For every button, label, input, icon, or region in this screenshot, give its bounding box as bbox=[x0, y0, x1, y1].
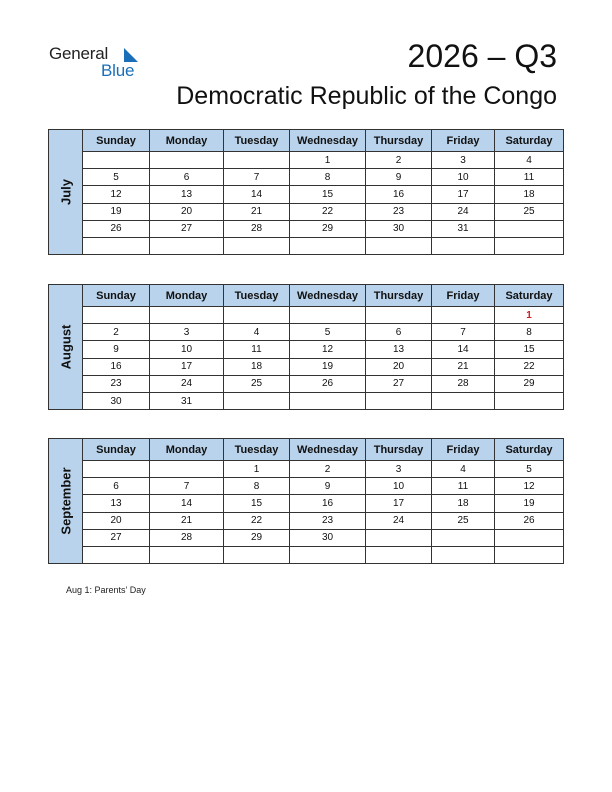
day-cell: 14 bbox=[224, 186, 290, 203]
day-cell: 8 bbox=[224, 478, 290, 495]
day-cell: 25 bbox=[224, 375, 290, 392]
empty-day-cell bbox=[432, 546, 495, 563]
day-cell: 21 bbox=[150, 512, 224, 529]
day-cell: 18 bbox=[224, 358, 290, 375]
day-cell: 16 bbox=[83, 358, 150, 375]
empty-day-cell bbox=[366, 546, 432, 563]
day-cell: 25 bbox=[432, 512, 495, 529]
week-row bbox=[83, 529, 564, 546]
day-cell: 1 bbox=[495, 307, 564, 324]
weekday-header: Sunday bbox=[83, 439, 150, 461]
day-cell: 7 bbox=[150, 478, 224, 495]
empty-day-cell bbox=[495, 220, 564, 237]
month-name: August bbox=[58, 324, 73, 370]
day-cell: 28 bbox=[150, 529, 224, 546]
empty-day-cell bbox=[432, 307, 495, 324]
day-cell: 6 bbox=[366, 324, 432, 341]
month-name: July bbox=[58, 179, 73, 206]
month-calendar-2 bbox=[48, 438, 564, 564]
weekday-header: Thursday bbox=[366, 130, 432, 152]
empty-day-cell bbox=[495, 392, 564, 409]
day-cell: 2 bbox=[83, 324, 150, 341]
day-cell: 10 bbox=[366, 478, 432, 495]
weekday-header: Saturday bbox=[495, 439, 564, 461]
day-cell: 24 bbox=[150, 375, 224, 392]
calendar-table bbox=[82, 284, 564, 410]
day-cell: 3 bbox=[432, 152, 495, 169]
empty-day-cell bbox=[432, 392, 495, 409]
country-title: Democratic Republic of the Congo bbox=[176, 82, 557, 110]
month-calendar-1 bbox=[48, 284, 564, 410]
week-row bbox=[83, 203, 564, 220]
day-cell: 14 bbox=[432, 341, 495, 358]
logo-general-text: General bbox=[49, 44, 109, 63]
weekday-header: Tuesday bbox=[224, 439, 290, 461]
day-cell: 22 bbox=[224, 512, 290, 529]
week-row bbox=[83, 237, 564, 254]
empty-day-cell bbox=[432, 529, 495, 546]
empty-day-cell bbox=[224, 307, 290, 324]
day-cell: 9 bbox=[83, 341, 150, 358]
day-cell: 27 bbox=[150, 220, 224, 237]
day-cell: 7 bbox=[432, 324, 495, 341]
weekday-header-row bbox=[83, 130, 564, 152]
month-name: September bbox=[58, 467, 73, 535]
empty-day-cell bbox=[83, 461, 150, 478]
day-cell: 20 bbox=[83, 512, 150, 529]
week-row bbox=[83, 341, 564, 358]
day-cell: 7 bbox=[224, 169, 290, 186]
weekday-header: Wednesday bbox=[290, 439, 366, 461]
empty-day-cell bbox=[432, 237, 495, 254]
empty-day-cell bbox=[366, 529, 432, 546]
month-label-cell bbox=[48, 438, 82, 564]
day-cell: 24 bbox=[366, 512, 432, 529]
empty-day-cell bbox=[83, 237, 150, 254]
day-cell: 20 bbox=[366, 358, 432, 375]
weekday-header: Friday bbox=[432, 130, 495, 152]
day-cell: 23 bbox=[366, 203, 432, 220]
week-row bbox=[83, 495, 564, 512]
month-label-cell bbox=[48, 284, 82, 410]
week-row bbox=[83, 478, 564, 495]
day-cell: 5 bbox=[83, 169, 150, 186]
day-cell: 19 bbox=[495, 495, 564, 512]
day-cell: 29 bbox=[290, 220, 366, 237]
day-cell: 9 bbox=[290, 478, 366, 495]
day-cell: 11 bbox=[432, 478, 495, 495]
empty-day-cell bbox=[224, 546, 290, 563]
day-cell: 31 bbox=[150, 392, 224, 409]
weekday-header: Saturday bbox=[495, 130, 564, 152]
day-cell: 3 bbox=[150, 324, 224, 341]
empty-day-cell bbox=[366, 237, 432, 254]
day-cell: 15 bbox=[224, 495, 290, 512]
weekday-header: Saturday bbox=[495, 285, 564, 307]
day-cell: 18 bbox=[432, 495, 495, 512]
day-cell: 4 bbox=[224, 324, 290, 341]
day-cell: 27 bbox=[366, 375, 432, 392]
day-cell: 17 bbox=[432, 186, 495, 203]
weekday-header: Wednesday bbox=[290, 285, 366, 307]
weekday-header: Thursday bbox=[366, 439, 432, 461]
day-cell: 2 bbox=[366, 152, 432, 169]
day-cell: 13 bbox=[83, 495, 150, 512]
weekday-header: Friday bbox=[432, 439, 495, 461]
day-cell: 31 bbox=[432, 220, 495, 237]
week-row bbox=[83, 461, 564, 478]
empty-day-cell bbox=[366, 307, 432, 324]
day-cell: 1 bbox=[290, 152, 366, 169]
page-title: 2026 – Q3 bbox=[407, 38, 557, 74]
day-cell: 30 bbox=[366, 220, 432, 237]
day-cell: 21 bbox=[224, 203, 290, 220]
day-cell: 16 bbox=[366, 186, 432, 203]
day-cell: 3 bbox=[366, 461, 432, 478]
weekday-header: Tuesday bbox=[224, 285, 290, 307]
day-cell: 10 bbox=[432, 169, 495, 186]
day-cell: 18 bbox=[495, 186, 564, 203]
calendar-table bbox=[82, 129, 564, 255]
day-cell: 15 bbox=[290, 186, 366, 203]
day-cell: 23 bbox=[290, 512, 366, 529]
calendar-table bbox=[82, 438, 564, 564]
day-cell: 5 bbox=[290, 324, 366, 341]
empty-day-cell bbox=[495, 237, 564, 254]
day-cell: 4 bbox=[495, 152, 564, 169]
weekday-header: Monday bbox=[150, 285, 224, 307]
day-cell: 11 bbox=[224, 341, 290, 358]
day-cell: 4 bbox=[432, 461, 495, 478]
day-cell: 19 bbox=[83, 203, 150, 220]
day-cell: 5 bbox=[495, 461, 564, 478]
holiday-note: Aug 1: Parents’ Day bbox=[66, 585, 146, 595]
empty-day-cell bbox=[150, 546, 224, 563]
day-cell: 17 bbox=[366, 495, 432, 512]
day-cell: 23 bbox=[83, 375, 150, 392]
week-row bbox=[83, 169, 564, 186]
empty-day-cell bbox=[150, 237, 224, 254]
empty-day-cell bbox=[290, 307, 366, 324]
day-cell: 12 bbox=[83, 186, 150, 203]
day-cell: 11 bbox=[495, 169, 564, 186]
day-cell: 10 bbox=[150, 341, 224, 358]
weekday-header-row bbox=[83, 439, 564, 461]
day-cell: 26 bbox=[290, 375, 366, 392]
day-cell: 25 bbox=[495, 203, 564, 220]
day-cell: 6 bbox=[83, 478, 150, 495]
day-cell: 28 bbox=[432, 375, 495, 392]
day-cell: 8 bbox=[290, 169, 366, 186]
day-cell: 13 bbox=[366, 341, 432, 358]
week-row bbox=[83, 512, 564, 529]
day-cell: 28 bbox=[224, 220, 290, 237]
day-cell: 17 bbox=[150, 358, 224, 375]
weekday-header: Sunday bbox=[83, 285, 150, 307]
weekday-header: Monday bbox=[150, 439, 224, 461]
weekday-header-row bbox=[83, 285, 564, 307]
day-cell: 27 bbox=[83, 529, 150, 546]
day-cell: 19 bbox=[290, 358, 366, 375]
week-row bbox=[83, 186, 564, 203]
day-cell: 1 bbox=[224, 461, 290, 478]
day-cell: 6 bbox=[150, 169, 224, 186]
day-cell: 26 bbox=[83, 220, 150, 237]
weekday-header: Wednesday bbox=[290, 130, 366, 152]
empty-day-cell bbox=[495, 546, 564, 563]
week-row bbox=[83, 152, 564, 169]
weekday-header: Sunday bbox=[83, 130, 150, 152]
day-cell: 15 bbox=[495, 341, 564, 358]
empty-day-cell bbox=[150, 152, 224, 169]
empty-day-cell bbox=[290, 392, 366, 409]
empty-day-cell bbox=[366, 392, 432, 409]
month-calendar-0 bbox=[48, 129, 564, 255]
empty-day-cell bbox=[224, 237, 290, 254]
day-cell: 16 bbox=[290, 495, 366, 512]
month-label-cell bbox=[48, 129, 82, 255]
day-cell: 14 bbox=[150, 495, 224, 512]
day-cell: 29 bbox=[495, 375, 564, 392]
week-row bbox=[83, 324, 564, 341]
week-row bbox=[83, 375, 564, 392]
day-cell: 24 bbox=[432, 203, 495, 220]
empty-day-cell bbox=[224, 152, 290, 169]
day-cell: 9 bbox=[366, 169, 432, 186]
empty-day-cell bbox=[83, 152, 150, 169]
week-row bbox=[83, 546, 564, 563]
weekday-header: Thursday bbox=[366, 285, 432, 307]
day-cell: 2 bbox=[290, 461, 366, 478]
empty-day-cell bbox=[150, 461, 224, 478]
week-row bbox=[83, 358, 564, 375]
week-row bbox=[83, 307, 564, 324]
day-cell: 30 bbox=[290, 529, 366, 546]
empty-day-cell bbox=[224, 392, 290, 409]
week-row bbox=[83, 220, 564, 237]
weekday-header: Tuesday bbox=[224, 130, 290, 152]
empty-day-cell bbox=[290, 546, 366, 563]
empty-day-cell bbox=[290, 237, 366, 254]
empty-day-cell bbox=[150, 307, 224, 324]
day-cell: 22 bbox=[290, 203, 366, 220]
day-cell: 12 bbox=[495, 478, 564, 495]
day-cell: 8 bbox=[495, 324, 564, 341]
logo-blue-text: Blue bbox=[101, 61, 135, 80]
weekday-header: Monday bbox=[150, 130, 224, 152]
day-cell: 30 bbox=[83, 392, 150, 409]
day-cell: 26 bbox=[495, 512, 564, 529]
empty-day-cell bbox=[495, 529, 564, 546]
day-cell: 22 bbox=[495, 358, 564, 375]
logo bbox=[49, 44, 149, 84]
empty-day-cell bbox=[83, 546, 150, 563]
week-row bbox=[83, 392, 564, 409]
day-cell: 29 bbox=[224, 529, 290, 546]
empty-day-cell bbox=[83, 307, 150, 324]
day-cell: 21 bbox=[432, 358, 495, 375]
day-cell: 20 bbox=[150, 203, 224, 220]
weekday-header: Friday bbox=[432, 285, 495, 307]
day-cell: 13 bbox=[150, 186, 224, 203]
day-cell: 12 bbox=[290, 341, 366, 358]
